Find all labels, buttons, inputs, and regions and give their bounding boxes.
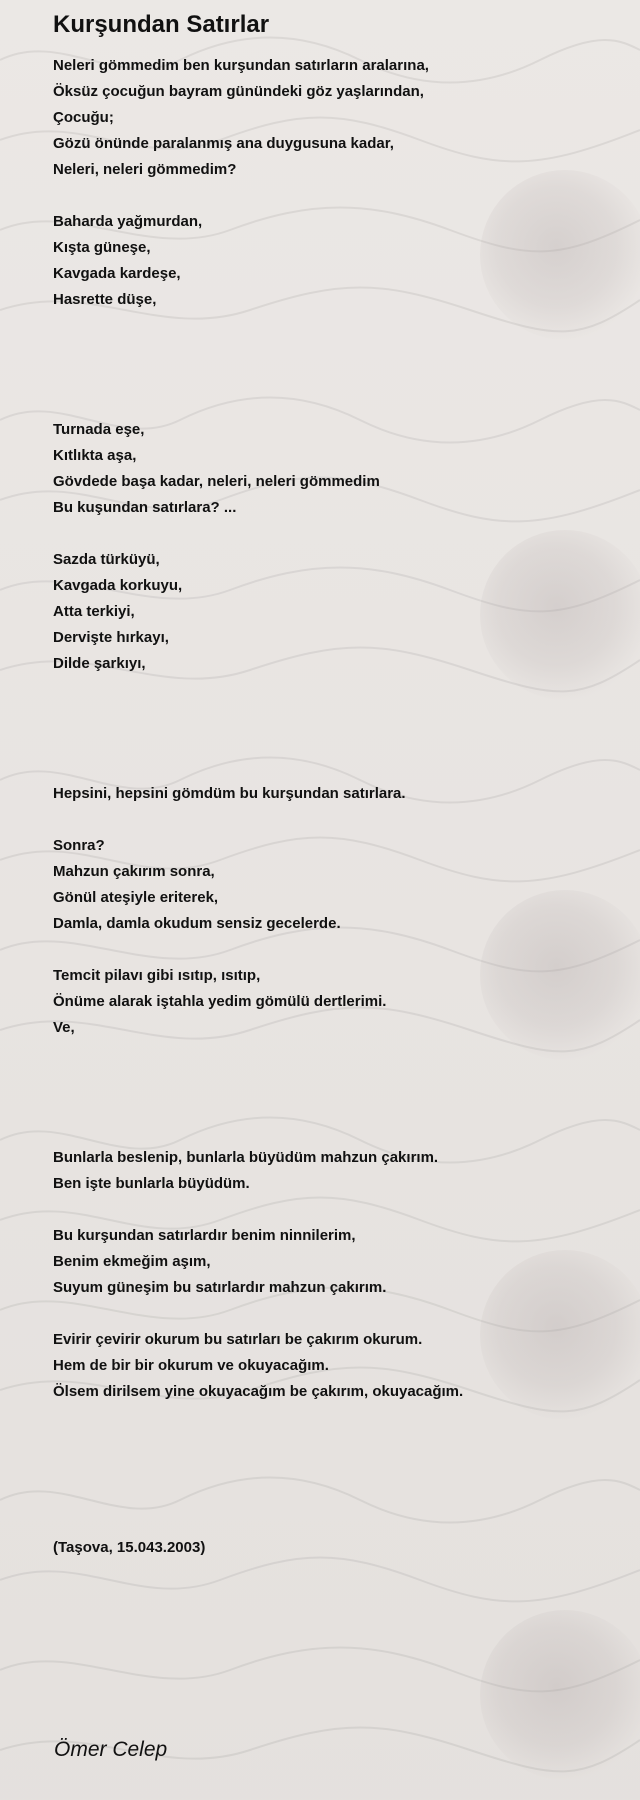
poem-line: Atta terkiyi, <box>53 603 135 620</box>
poem-line: Önüme alarak iştahla yedim gömülü dertlerimi. <box>53 993 387 1010</box>
poem-line: Gövdede başa kadar, neleri, neleri gömmedim <box>53 473 380 490</box>
poem-line: Turnada eşe, <box>53 421 145 438</box>
poem-line: Baharda yağmurdan, <box>53 213 203 230</box>
poem-date-place: (Taşova, 15.043.2003) <box>53 1539 206 1556</box>
poem-line: Gönül ateşiyle eriterek, <box>53 889 219 906</box>
poem-body <box>53 53 463 1587</box>
poem-title: Kurşundan Satırlar <box>53 11 270 38</box>
stanza <box>53 547 463 677</box>
poem-line: Damla, damla okudum sensiz gecelerde. <box>53 915 341 932</box>
poem-line: Gözü önünde paralanmış ana duygusuna kadar, <box>53 135 394 152</box>
ink-blot <box>480 530 640 700</box>
ink-blot <box>480 890 640 1060</box>
spacer <box>53 1431 463 1535</box>
poem-line: Çocuğu; <box>53 109 114 126</box>
poem-line: Kavgada korkuyu, <box>53 577 183 594</box>
poem-line: Evirir çevirir okurum bu satırları be çakırım okurum. <box>53 1331 423 1348</box>
poem-line: Bunlarla beslenip, bunlarla büyüdüm mahzun çakırım. <box>53 1149 439 1166</box>
ink-blot <box>480 1250 640 1420</box>
poem-line: Temcit pilavı gibi ısıtıp, ısıtıp, <box>53 967 261 984</box>
poem-author: Ömer Celep <box>54 1738 168 1761</box>
poem-line: Hem de bir bir okurum ve okuyacağım. <box>53 1357 329 1374</box>
poem-line: Bu kuşundan satırlara? ... <box>53 499 237 516</box>
ink-blot <box>480 170 640 340</box>
poem-line: Dervişte hırkayı, <box>53 629 169 646</box>
poem-line: Neleri gömmedim ben kurşundan satırların aralarına, <box>53 57 429 74</box>
poem-line: Bu kurşundan satırlardır benim ninnilerim, <box>53 1227 356 1244</box>
poem-line: Hasrette düşe, <box>53 291 157 308</box>
spacer <box>53 1067 463 1145</box>
stanza <box>53 781 463 807</box>
stanza <box>53 963 463 1041</box>
poem-line: Ve, <box>53 1019 75 1036</box>
stanza <box>53 1223 463 1301</box>
poem-line: Neleri, neleri gömmedim? <box>53 161 237 178</box>
poem-line: Sazda türküyü, <box>53 551 160 568</box>
poem-line: Hepsini, hepsini gömdüm bu kurşundan satırlara. <box>53 785 406 802</box>
stanza <box>53 833 463 937</box>
poem-line: Kıtlıkta aşa, <box>53 447 137 464</box>
poem-line: Öksüz çocuğun bayram günündeki göz yaşlarından, <box>53 83 424 100</box>
ink-blot <box>480 1610 640 1780</box>
poem-line: Benim ekmeğim aşım, <box>53 1253 211 1270</box>
stanza <box>53 209 463 313</box>
poem-line: Ben işte bunlarla büyüdüm. <box>53 1175 250 1192</box>
spacer <box>53 703 463 781</box>
stanza <box>53 1535 463 1561</box>
poem-line: Mahzun çakırım sonra, <box>53 863 215 880</box>
poem-line: Suyum güneşim bu satırlardır mahzun çakırım. <box>53 1279 387 1296</box>
poem-line: Ölsem dirilsem yine okuyacağım be çakırım, okuyacağım. <box>53 1383 464 1400</box>
stanza <box>53 1327 463 1405</box>
poem-line: Kavgada kardeşe, <box>53 265 181 282</box>
poem-line: Kışta güneşe, <box>53 239 151 256</box>
spacer <box>53 339 463 417</box>
poem-line: Sonra? <box>53 837 105 854</box>
stanza <box>53 53 463 183</box>
poem-line: Dilde şarkıyı, <box>53 655 146 672</box>
stanza <box>53 1145 463 1197</box>
stanza <box>53 417 463 521</box>
